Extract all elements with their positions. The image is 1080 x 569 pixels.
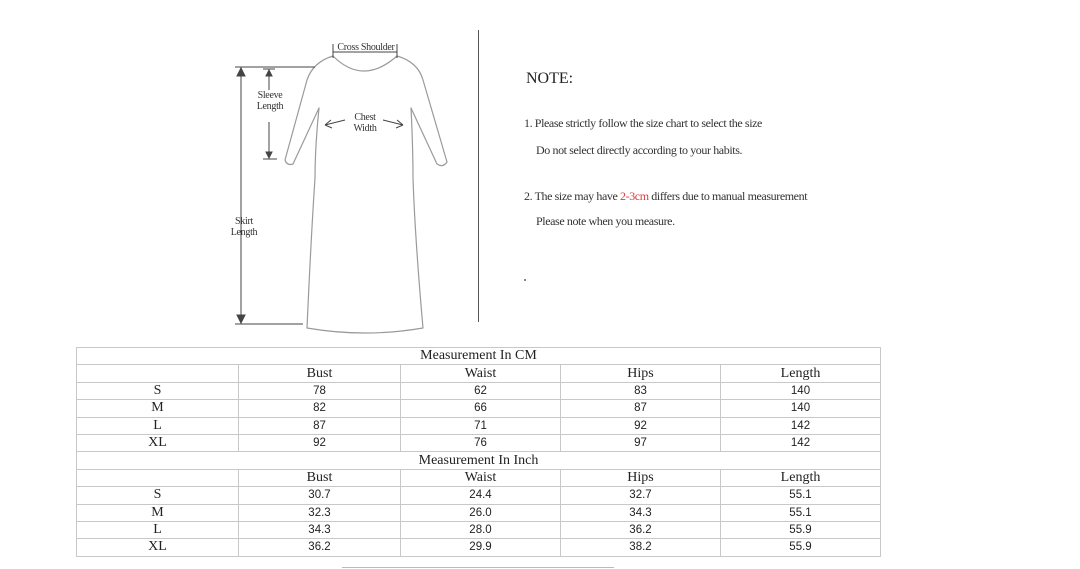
section-title: Measurement In CM	[77, 348, 881, 365]
measurement-cell: 32.7	[561, 487, 721, 504]
size-chart-table	[76, 347, 881, 557]
sleeve-label-line2: Length	[256, 101, 284, 112]
size-cell: M	[77, 504, 239, 521]
measurement-cell: 30.7	[239, 487, 401, 504]
measurement-cell: 78	[239, 382, 401, 399]
column-header: Waist	[401, 365, 561, 382]
measurement-cell: 87	[561, 400, 721, 417]
column-header: Bust	[239, 365, 401, 382]
chest-label-line1: Chest	[354, 112, 376, 123]
measurement-cell: 28.0	[401, 521, 561, 538]
measurement-cell: 55.1	[721, 487, 881, 504]
note-highlight-range: 2-3cm	[620, 189, 649, 203]
column-header-row	[77, 365, 881, 382]
column-header: Hips	[561, 365, 721, 382]
dress-measurement-diagram	[215, 38, 465, 338]
column-header: Length	[721, 365, 881, 382]
note-line-4: Please note when you measure.	[536, 214, 675, 228]
sleeve-length-label	[253, 90, 287, 112]
dress-outline-illustration	[215, 38, 465, 338]
empty-header-cell	[77, 469, 239, 486]
note-line-2: Do not select directly according to your habits.	[536, 143, 743, 157]
size-cell: S	[77, 382, 239, 399]
measurement-cell: 76	[401, 434, 561, 451]
measurement-cell: 26.0	[401, 504, 561, 521]
measurement-cell: 32.3	[239, 504, 401, 521]
vertical-divider	[478, 30, 479, 322]
column-header: Hips	[561, 469, 721, 486]
note-line-3	[524, 189, 807, 204]
skirt-label-line1: Skirt	[235, 216, 253, 227]
measurement-cell: 140	[721, 382, 881, 399]
measurement-cell: 83	[561, 382, 721, 399]
note-line-3-start: 2. The size may have	[524, 189, 621, 203]
size-cell: L	[77, 521, 239, 538]
measurement-cell: 38.2	[561, 539, 721, 556]
size-cell: L	[77, 417, 239, 434]
column-header: Bust	[239, 469, 401, 486]
size-cell: M	[77, 400, 239, 417]
cross-shoulder-label: Cross Shoulder	[337, 42, 395, 53]
section-title: Measurement In Inch	[77, 452, 881, 469]
size-cell: S	[77, 487, 239, 504]
empty-header-cell	[77, 365, 239, 382]
section-title-row	[77, 452, 881, 469]
measurement-cell: 36.2	[239, 539, 401, 556]
measurement-cell: 55.9	[721, 521, 881, 538]
table-row	[77, 417, 881, 434]
measurement-cell: 87	[239, 417, 401, 434]
stray-dot	[524, 279, 526, 281]
measurement-cell: 55.1	[721, 504, 881, 521]
skirt-label-line2: Length	[230, 227, 258, 238]
table-row	[77, 434, 881, 451]
note-line-3-end: differs due to manual measurement	[648, 189, 808, 203]
chest-width-label	[347, 112, 383, 134]
note-title: NOTE:	[526, 70, 574, 87]
note-line-1: 1. Please strictly follow the size chart to select the size	[524, 116, 762, 130]
table-row	[77, 487, 881, 504]
sleeve-label-line1: Sleeve	[257, 90, 283, 101]
column-header: Waist	[401, 469, 561, 486]
measurement-cell: 34.3	[561, 504, 721, 521]
table-row	[77, 504, 881, 521]
measurement-cell: 140	[721, 400, 881, 417]
measurement-cell: 71	[401, 417, 561, 434]
measurement-cell: 92	[561, 417, 721, 434]
measurement-cell: 97	[561, 434, 721, 451]
measurement-cell: 29.9	[401, 539, 561, 556]
size-cell: XL	[77, 434, 239, 451]
measurement-cell: 92	[239, 434, 401, 451]
size-chart-body	[77, 348, 881, 557]
skirt-length-label	[225, 216, 263, 238]
section-title-row	[77, 348, 881, 365]
chest-label-line2: Width	[353, 123, 377, 134]
table-row	[77, 400, 881, 417]
measurement-cell: 36.2	[561, 521, 721, 538]
column-header-row	[77, 469, 881, 486]
column-header: Length	[721, 469, 881, 486]
measurement-cell: 142	[721, 434, 881, 451]
size-cell: XL	[77, 539, 239, 556]
measurement-cell: 82	[239, 400, 401, 417]
table-row	[77, 521, 881, 538]
measurement-cell: 34.3	[239, 521, 401, 538]
table-row	[77, 539, 881, 556]
bottom-rule	[342, 567, 614, 568]
measurement-cell: 142	[721, 417, 881, 434]
measurement-cell: 66	[401, 400, 561, 417]
measurement-cell: 62	[401, 382, 561, 399]
measurement-cell: 24.4	[401, 487, 561, 504]
measurement-cell: 55.9	[721, 539, 881, 556]
table-row	[77, 382, 881, 399]
